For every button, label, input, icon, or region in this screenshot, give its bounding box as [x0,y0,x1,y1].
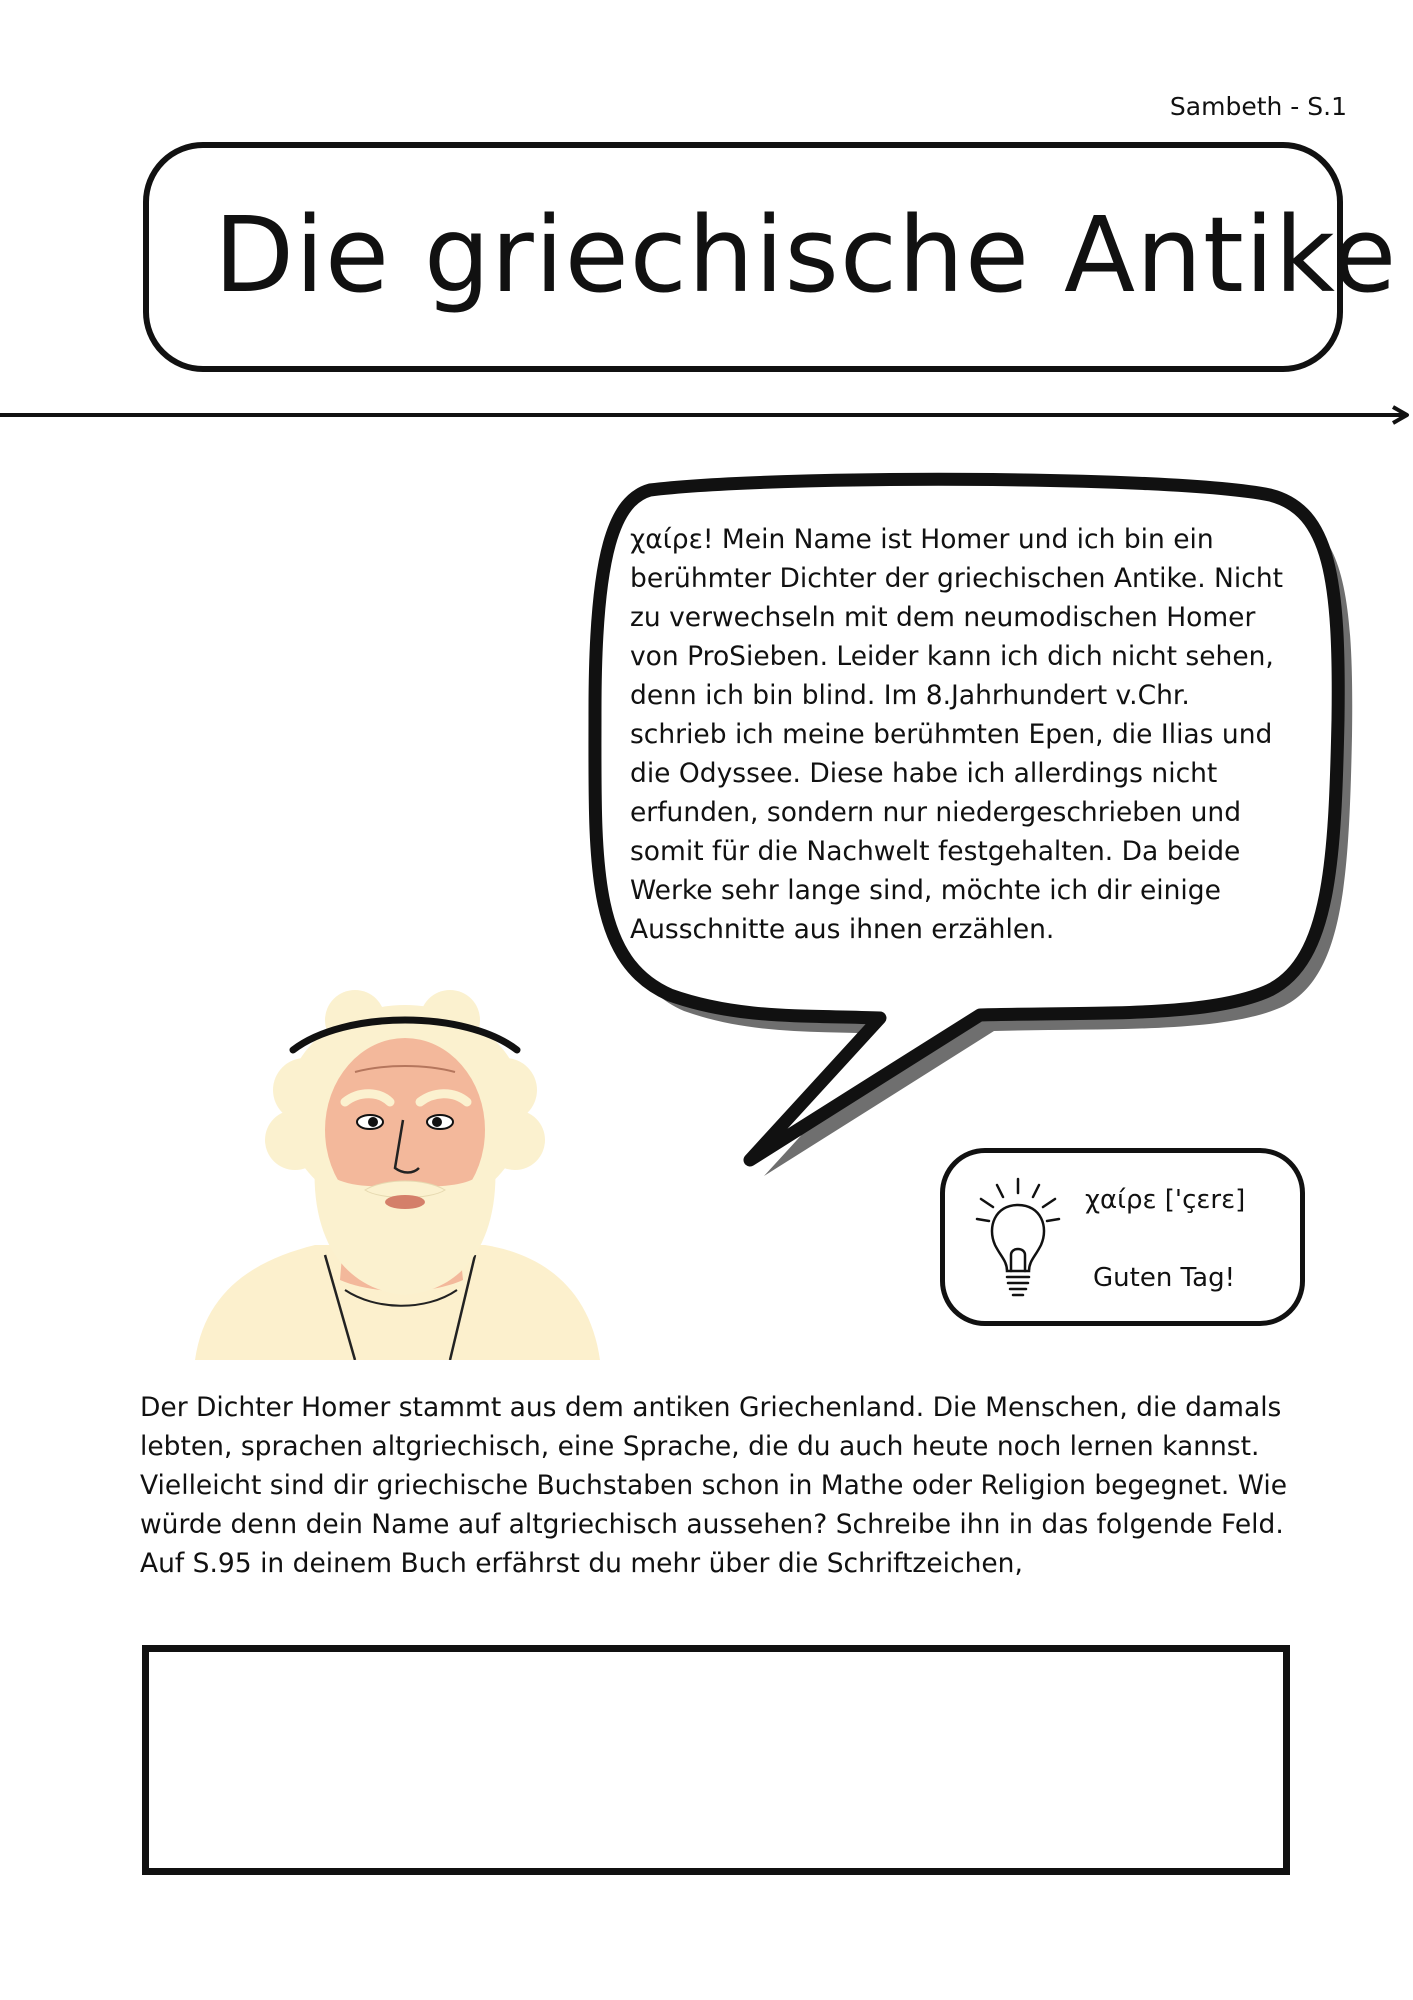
lightbulb-icon [973,1175,1063,1305]
bubble-line: berühmter Dichter der griechischen Antike. Nicht [630,563,1284,594]
homer-illustration [195,990,605,1360]
bubble-line: χαίρε! Mein Name ist Homer und ich bin ein [630,524,1214,555]
body-line: lebten, sprachen altgriechisch, eine Sprache, die du auch heute noch lernen kannst. [140,1431,1260,1462]
page-reference: Sambeth - S.1 [1169,92,1347,121]
body-line: würde denn dein Name auf altgriechisch aussehen? Schreibe ihn in das folgende Feld. [140,1509,1284,1540]
bubble-line: von ProSieben. Leider kann ich dich nicht sehen, [630,641,1274,672]
bubble-line: die Odyssee. Diese habe ich allerdings nicht [630,758,1218,789]
vocab-translation: Guten Tag! [1093,1263,1235,1293]
speech-bubble-text [630,520,1290,949]
bubble-line: erfunden, sondern nur niedergeschrieben und [630,797,1242,828]
bubble-line: schrieb ich meine berühmten Epen, die Ilias und [630,719,1273,750]
vocabulary-box [940,1148,1305,1326]
body-line: Der Dichter Homer stammt aus dem antiken Griechenland. Die Menschen, die damals [140,1392,1282,1423]
bubble-line: Werke sehr lange sind, möchte ich dir einige [630,875,1221,906]
bubble-line: denn ich bin blind. Im 8.Jahrhundert v.Chr. [630,680,1190,711]
vocab-greek-word: χαίρε ['çɛrɛ] [1085,1185,1246,1215]
bubble-line: somit für die Nachwelt festgehalten. Da beide [630,836,1241,867]
page-title: Die griechische Antike [214,194,1398,316]
title-box [143,142,1398,372]
name-answer-field[interactable] [142,1645,1290,1875]
timeline-arrow [0,400,1413,430]
bubble-line: zu verwechseln mit dem neumodischen Homer [630,602,1256,633]
bubble-line: Ausschnitte aus ihnen erzählen. [630,914,1055,945]
body-line: Auf S.95 in deinem Buch erfährst du mehr über die Schriftzeichen, [140,1548,1023,1579]
body-line: Vielleicht sind dir griechische Buchstaben schon in Mathe oder Religion begegnet. Wie [140,1470,1288,1501]
body-paragraph [140,1388,1340,1583]
